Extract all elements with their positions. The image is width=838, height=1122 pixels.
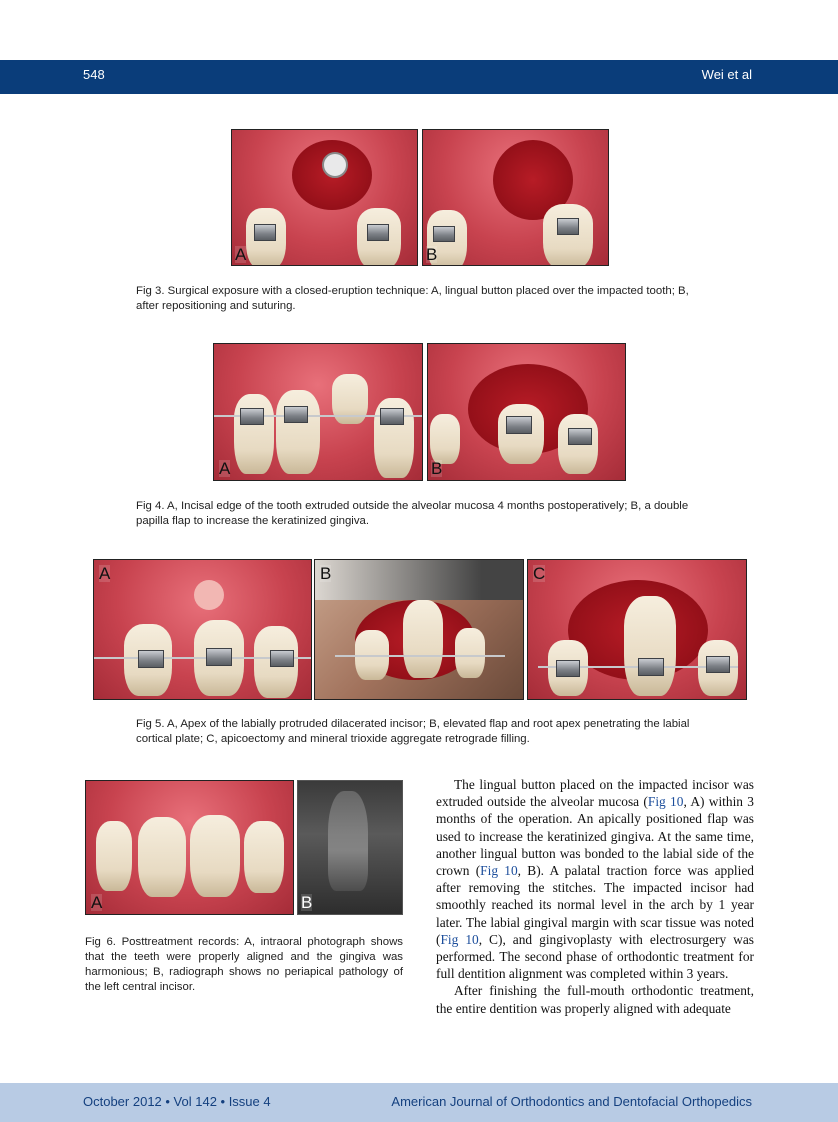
fig5-label-a: A <box>99 564 111 583</box>
p1-text-a: The lingual button placed on the impacted incisor was extruded outside the alveolar mucosa ( <box>436 777 754 810</box>
fig6-panel-a <box>85 780 294 915</box>
fig4-caption: Fig 4. A, Incisal edge of the tooth extruded outside the alveolar mucosa 4 months postoperatively; B, a double papilla flap to increase the keratinized gingiva. <box>136 500 689 527</box>
fig10-link[interactable]: Fig 10 <box>480 863 518 879</box>
fig6-label-a: A <box>91 893 103 912</box>
fig5-panel-a <box>93 559 312 700</box>
fig5-panel-c <box>527 559 747 700</box>
fig5-label-c: C <box>533 564 546 583</box>
journal-name: American Journal of Orthodontics and Dentofacial Orthopedics <box>391 1094 752 1109</box>
body-text-column <box>436 776 754 1017</box>
p1-text-d: , C), and gingivoplasty with electrosurgery was performed. The second phase of orthodontic treatment for full dentition alignment was completed within 3 years. <box>436 931 754 982</box>
fig5-panel-b <box>314 559 524 700</box>
fig4-panel-a <box>213 343 423 481</box>
fig10-link[interactable]: Fig 10 <box>647 794 684 810</box>
fig3-label-a: A <box>235 245 247 264</box>
fig3-panel-b <box>422 129 609 266</box>
paragraph-1 <box>436 776 754 982</box>
fig5-caption: Fig 5. A, Apex of the labially protruded dilacerated incisor; B, elevated flap and root apex penetrating the labial cortical plate; C, apicoectomy and mineral trioxide aggregate retrograde filling. <box>136 718 690 745</box>
fig6-label-b: B <box>301 893 313 912</box>
fig6-panel-b-radiograph <box>297 780 403 915</box>
running-header <box>0 60 838 94</box>
fig4-panel-b <box>427 343 626 481</box>
p1-text-c: , B). A palatal traction force was applied after removing the stitches. The impacted incisor had smoothly reached its normal level in the arch by 1 year later. The labial gingival margin with scar tissue was noted ( <box>436 863 754 947</box>
fig3-caption: Fig 3. Surgical exposure with a closed-eruption technique: A, lingual button placed over the impacted tooth; B, after repositioning and suturing. <box>136 285 689 312</box>
fig10-link[interactable]: Fig 10 <box>440 931 479 947</box>
page-number: 548 <box>83 67 105 82</box>
issue-info: October 2012 • Vol 142 • Issue 4 <box>83 1094 271 1109</box>
fig4-label-a: A <box>219 459 231 478</box>
journal-footer <box>0 1083 838 1122</box>
paragraph-2: After finishing the full-mouth orthodontic treatment, the entire dentition was properly aligned with adequate <box>436 983 754 1016</box>
fig6-caption: Fig 6. Posttreatment records: A, intraoral photograph shows that the teeth were properly aligned and the gingiva was harmonious; B, radiograph shows no periapical pathology of the left central incisor. <box>85 936 403 993</box>
fig4-label-b: B <box>431 459 443 478</box>
fig3-label-b: B <box>426 245 438 264</box>
p1-text-b: , A) within 3 months of the operation. An apically positioned flap was used to increase the keratinized gingiva. At the same time, another lingual button was bonded to the labial side of the crown ( <box>436 794 754 879</box>
running-head: Wei et al <box>701 67 752 82</box>
fig5-label-b: B <box>320 564 332 583</box>
fig3-panel-a <box>231 129 418 266</box>
